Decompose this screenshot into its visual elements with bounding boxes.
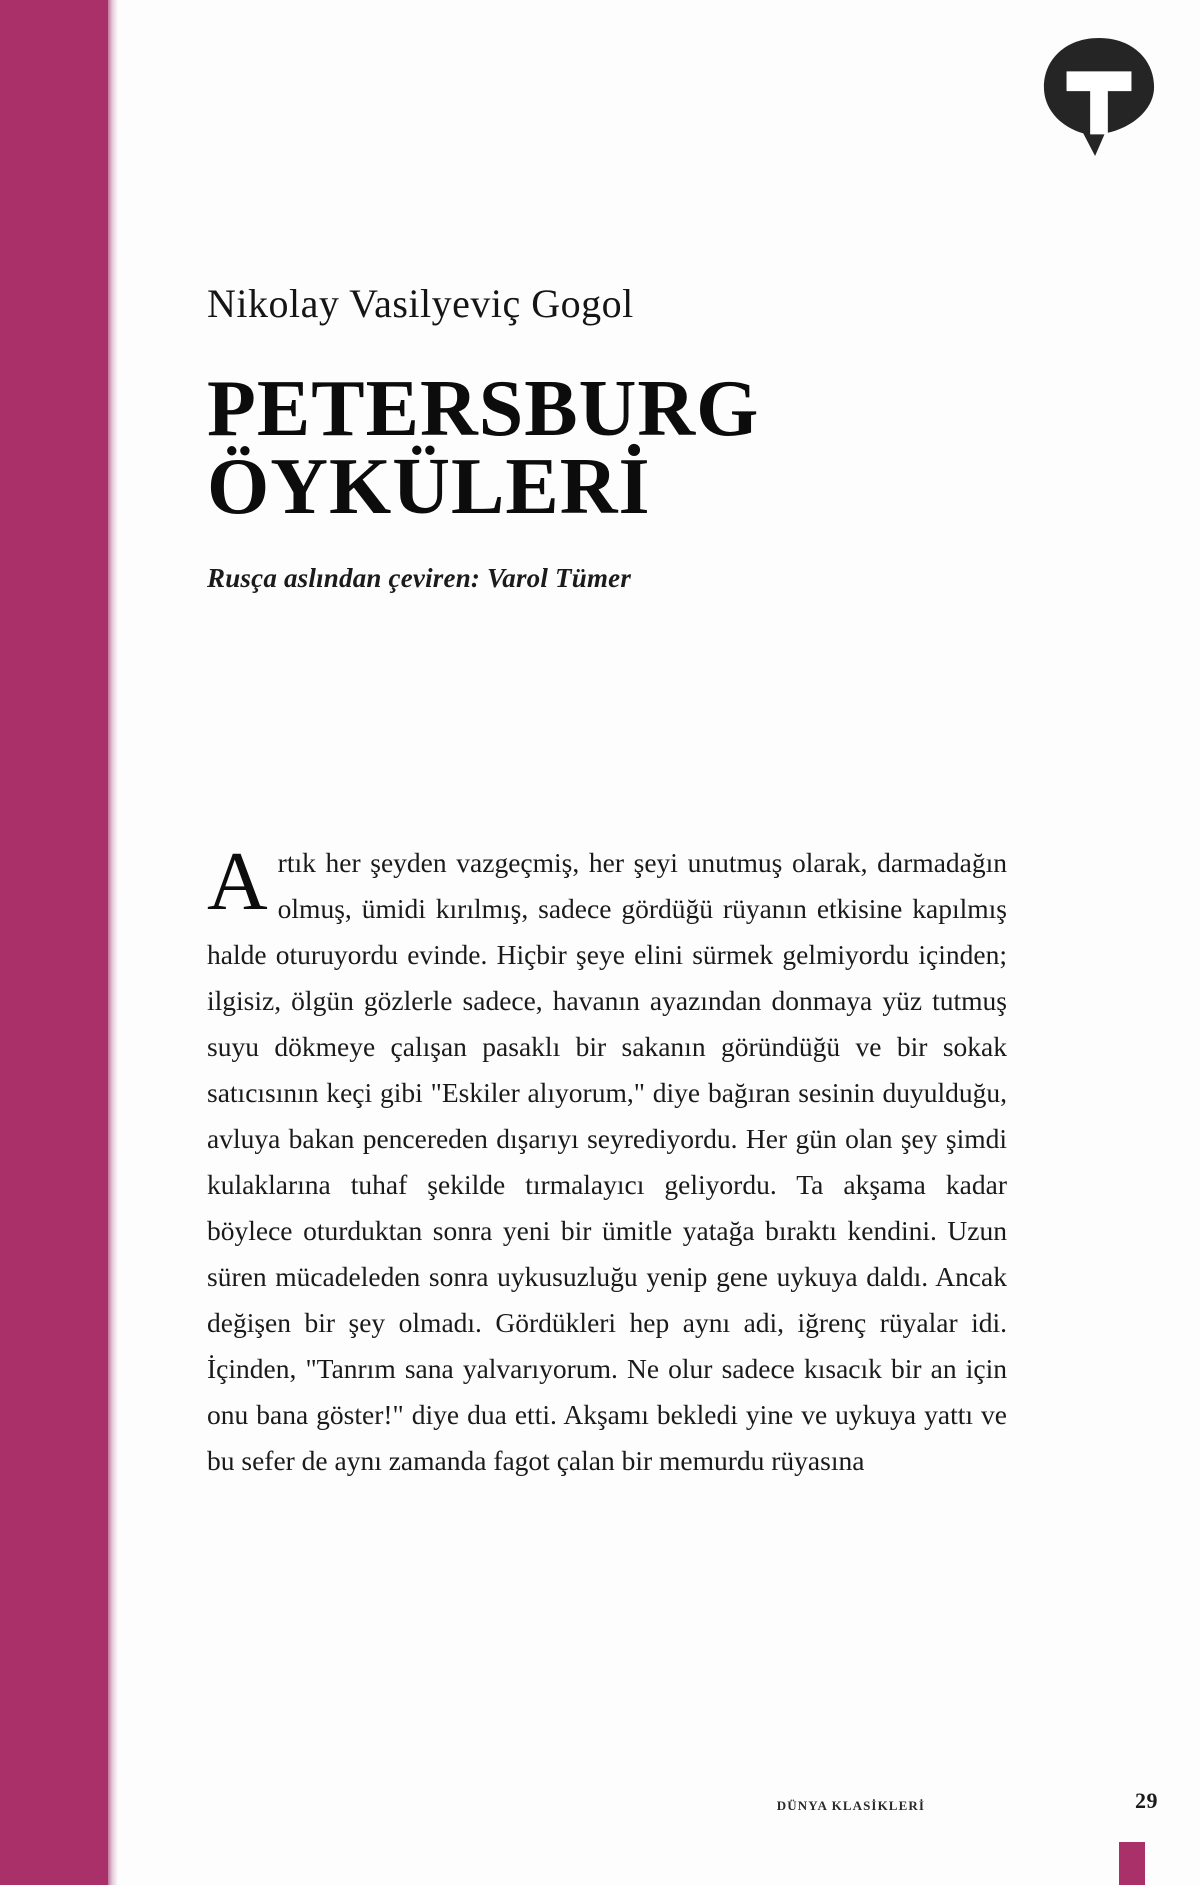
paragraph-text: rtık her şeyden vazgeçmiş, her şeyi unutmuş olarak, darmadağın olmuş, ümidi kırılmış, sadece gördüğü rüyanın etkisine kapılmış halde oturuyordu evinde. Hiçbir şeye elini sürmek gelmiyordu içinden; ilgisiz, ölgün gözlerle sadece, havanın ayazından donmaya yüz tutmuş suyu dökmeye çalışan pasaklı bir sakanın göründüğü ve bir sokak satıcısının keçi gibi "Eskiler alıyorum," diye bağıran sesinin duyulduğu, avluya bakan pencereden dışarıyı seyrediyordu. Her gün olan şey şimdi kulaklarına tuhaf şekilde tırmalayıcı geliyordu. Ta akşama kadar böylece oturduktan sonra yeni bir ümitle yatağa bıraktı kendini. Uzun süren mücadeleden sonra uykusuzluğu yenip gene uykuya daldı. Ancak değişen bir şey olmadı. Gördükleri hep aynı adi, iğrenç rüyalar idi. İçinden, "Tanrım sana yalvarıyorum. Ne olur sadece kısacık bir an için onu bana göster!" diye dua etti. Akşamı bekledi yine ve uykuya yattı ve bu sefer de aynı zamanda fagot çalan bir memurdu rüyasına (207, 847, 1007, 1476)
spine-accent-fade (108, 0, 118, 1885)
corner-accent-mark (1119, 1842, 1145, 1885)
title-block (207, 282, 1007, 594)
page-footer (207, 1788, 1158, 1814)
spine-accent-band (0, 0, 108, 1885)
series-name: DÜNYA KLASİKLERİ (776, 1798, 925, 1813)
opening-paragraph (207, 835, 1007, 1484)
page-number: 29 (1135, 1788, 1158, 1813)
drop-cap: A (207, 835, 268, 928)
translator-credit: Rusça aslından çeviren: Varol Tümer (207, 562, 632, 593)
author-name: Nikolay Vasilyeviç Gogol (207, 281, 634, 326)
body-text-block (207, 835, 1007, 1484)
book-title-line-1: PETERSBURG (207, 365, 760, 453)
book-title (207, 365, 1007, 532)
book-title-line-2: ÖYKÜLERİ (207, 443, 651, 532)
publisher-logo-icon (1040, 36, 1158, 158)
